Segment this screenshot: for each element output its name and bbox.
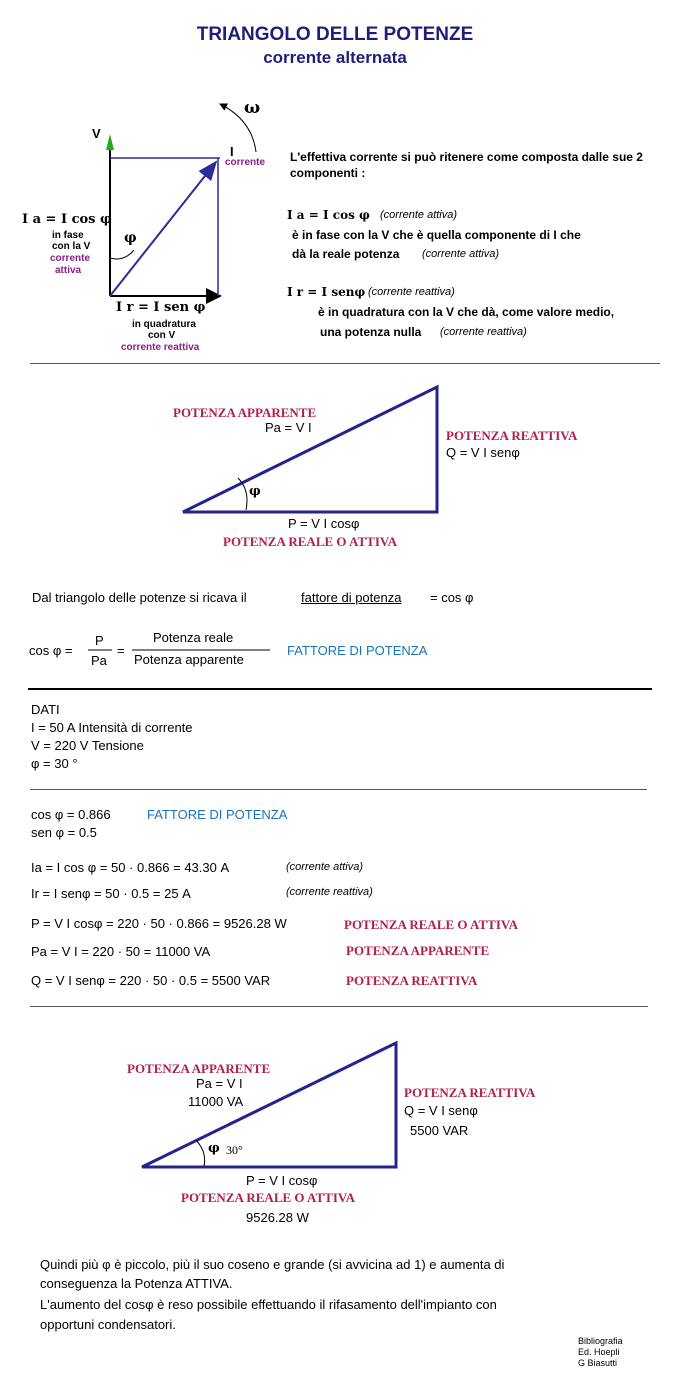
conclusion-line-1: Quindi più φ è piccolo, più il suo coseno e grande (si avvicina ad 1) e aumenta di: [40, 1257, 505, 1272]
t2-reactive-title: POTENZA REATTIVA: [404, 1085, 536, 1100]
pf-eq: =: [117, 643, 125, 658]
phasor-ia-formula: I a = I cos φ: [22, 212, 112, 227]
explanation-ir-line2: una potenza nulla: [320, 325, 422, 339]
data-line-3: φ = 30 °: [31, 756, 78, 771]
pf-den1: Pa: [91, 653, 107, 668]
conclusion-line-4: opportuni condensatori.: [40, 1317, 176, 1332]
result-cos: cos φ = 0.866: [31, 807, 111, 822]
t2-real-value: 9526.28 W: [246, 1210, 309, 1225]
t2-apparent-formula: Pa = V I: [196, 1076, 243, 1091]
result-pa: Pa = V I = 220 · 50 = 11000 VA: [31, 944, 211, 959]
phasor-ir-desc2: con V: [148, 330, 176, 341]
t1-apparent-formula: Pa = V I: [265, 420, 312, 435]
t2-reactive-value: 5500 VAR: [410, 1123, 469, 1138]
phasor-ia-desc2: con la V: [52, 241, 91, 252]
phasor-ia-desc3: corrente: [50, 253, 91, 264]
t1-phi: φ: [249, 484, 261, 499]
result-p-tag: POTENZA REALE O ATTIVA: [344, 917, 518, 932]
divider-1: [30, 363, 660, 364]
phasor-v-label: V: [92, 126, 101, 141]
phasor-ia-desc4: attiva: [55, 265, 82, 276]
conclusion-line-3: L'aumento del cosφ è reso possibile effettuando il rifasamento dell'impianto con: [40, 1297, 497, 1312]
data-line-2: V = 220 V Tensione: [31, 738, 144, 753]
pf-num1: P: [95, 633, 104, 648]
bibliography-line-3: G Biasutti: [578, 1358, 618, 1368]
t2-apparent-value: 11000 VA: [188, 1094, 244, 1109]
result-pa-tag: POTENZA APPARENTE: [346, 943, 490, 958]
result-ia-tag: (corrente attiva): [286, 861, 364, 873]
result-cos-label: FATTORE DI POTENZA: [147, 807, 288, 822]
phasor-ia-desc1: in fase: [52, 230, 84, 241]
t2-apparent-title: POTENZA APPARENTE: [127, 1061, 271, 1076]
pf-num2: Potenza reale: [153, 630, 234, 645]
data-line-1: I = 50 A Intensità di corrente: [31, 720, 193, 735]
t1-apparent-title: POTENZA APPARENTE: [173, 405, 317, 420]
t1-real-formula: P = V I cosφ: [288, 516, 360, 531]
divider-4: [30, 1006, 648, 1007]
divider-3: [30, 789, 647, 790]
t1-reactive-formula: Q = V I senφ: [446, 445, 520, 460]
t2-real-formula: P = V I cosφ: [246, 1173, 318, 1188]
pf-den2: Potenza apparente: [134, 652, 244, 667]
explanation-ia-line2-tag: (corrente attiva): [422, 248, 500, 260]
result-q: Q = V I senφ = 220 · 50 · 0.5 = 5500 VAR: [31, 973, 271, 988]
divider-2: [28, 688, 652, 690]
phasor-phi: φ: [124, 230, 137, 246]
explanation-ir-formula: I r = I senφ: [287, 285, 366, 299]
t1-reactive-title: POTENZA REATTIVA: [446, 428, 578, 443]
explanation-ia-tag: (corrente attiva): [380, 209, 458, 221]
phasor-ir-formula: I r = I sen φ: [116, 300, 206, 315]
explanation-intro-2: componenti :: [290, 166, 366, 180]
omega-symbol: ω: [244, 98, 261, 118]
pf-sentence-term: fattore di potenza: [301, 590, 402, 605]
bibliography-line-1: Bibliografia: [578, 1336, 623, 1346]
explanation-ia-line2: dà la reale potenza: [292, 247, 400, 261]
conclusion-line-2: conseguenza la Potenza ATTIVA.: [40, 1276, 233, 1291]
t1-real-title: POTENZA REALE O ATTIVA: [223, 534, 397, 549]
explanation-ir-line1: è in quadratura con la V che dà, come valore medio,: [318, 305, 615, 319]
page-subtitle: corrente alternata: [263, 48, 407, 67]
explanation-intro-1: L'effettiva corrente si può ritenere come composta dalle sue 2: [290, 150, 643, 164]
pf-sentence-prefix: Dal triangolo delle potenze si ricava il: [32, 590, 247, 605]
phasor-i-label: I: [230, 144, 234, 159]
pf-lhs: cos φ =: [29, 643, 73, 658]
explanation-ia-line1: è in fase con la V che è quella componente di I che: [292, 228, 581, 242]
result-ir: Ir = I senφ = 50 · 0.5 = 25 A: [31, 886, 191, 901]
t2-angle: 30°: [226, 1143, 243, 1157]
phasor-ir-desc1: in quadratura: [132, 319, 196, 330]
result-ir-tag: (corrente reattiva): [286, 886, 373, 898]
phasor-i-desc: corrente: [225, 157, 266, 168]
bibliography-line-2: Ed. Hoepli: [578, 1347, 620, 1357]
result-q-tag: POTENZA REATTIVA: [346, 973, 478, 988]
phasor-diagram: [106, 104, 256, 296]
result-ia: Ia = I cos φ = 50 · 0.866 = 43.30 A: [31, 860, 230, 875]
result-sen: sen φ = 0.5: [31, 825, 97, 840]
t2-phi: φ: [208, 1141, 220, 1156]
explanation-ir-line2-tag: (corrente reattiva): [440, 326, 527, 338]
explanation-ir-tag: (corrente reattiva): [368, 286, 455, 298]
t2-reactive-formula: Q = V I senφ: [404, 1103, 478, 1118]
explanation-ia-formula: I a = I cos φ: [287, 208, 370, 222]
phasor-ir-desc3: corrente reattiva: [121, 342, 200, 353]
pf-sentence-suffix: = cos φ: [430, 590, 474, 605]
page-title: TRIANGOLO DELLE POTENZE: [196, 24, 474, 45]
result-p: P = V I cosφ = 220 · 50 · 0.866 = 9526.28 W: [31, 916, 287, 931]
pf-label: FATTORE DI POTENZA: [287, 643, 428, 658]
data-heading: DATI: [31, 702, 60, 717]
t2-real-title: POTENZA REALE O ATTIVA: [181, 1190, 355, 1205]
